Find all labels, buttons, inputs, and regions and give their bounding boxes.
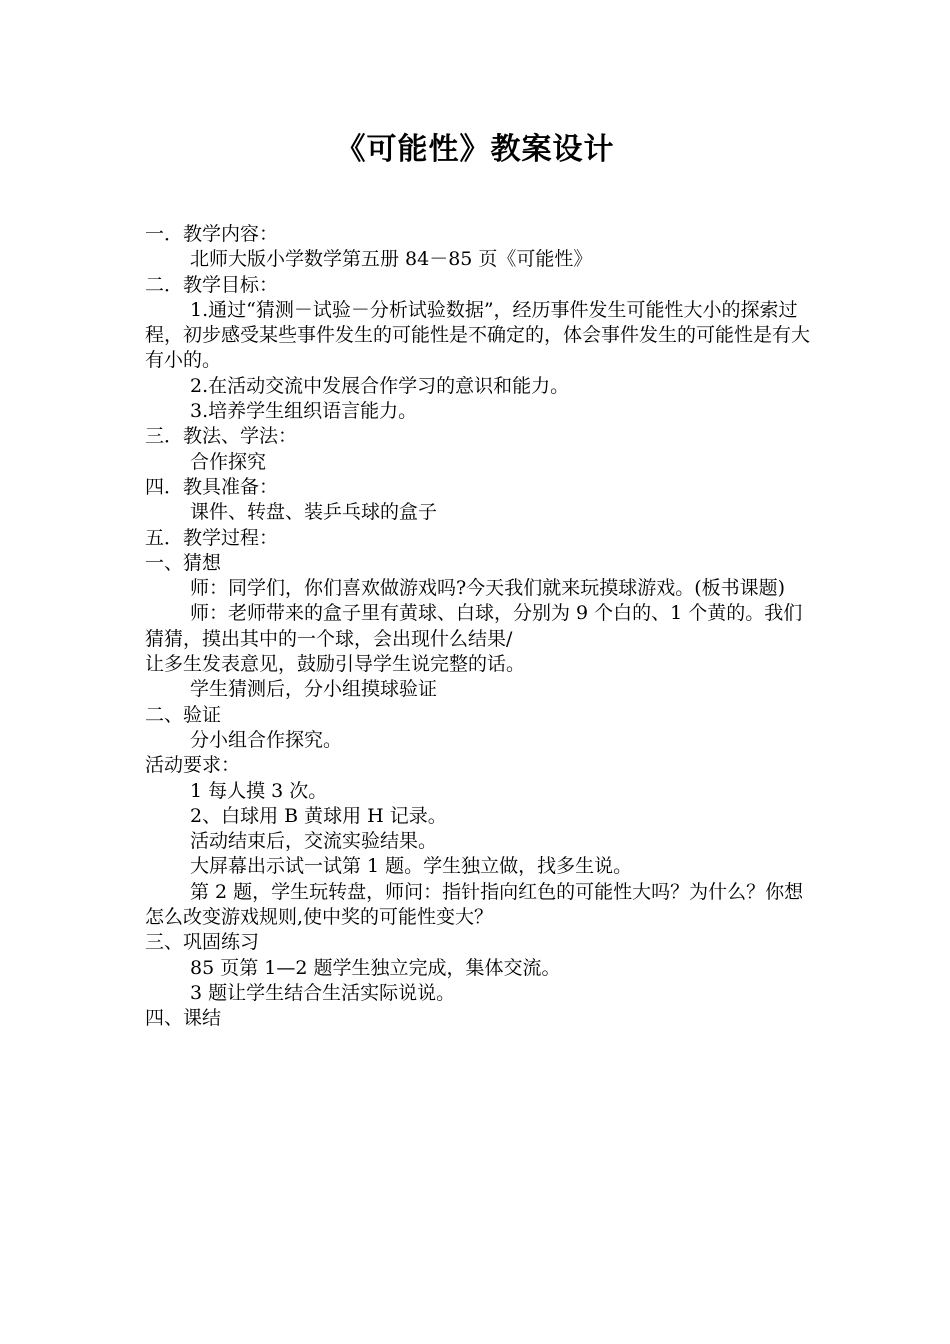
section-heading: 三．教法、学法： <box>145 425 298 448</box>
section-heading: 三、巩固练习 <box>145 931 260 954</box>
paragraph: 3 题让学生结合生活实际说说。 <box>190 981 456 1004</box>
paragraph: 师：同学们，你们喜欢做游戏吗?今天我们就来玩摸球游戏。(板书课题) <box>190 577 786 600</box>
paragraph: 合作探究 <box>190 450 267 473</box>
paragraph: 活动结束后，交流实验结果。 <box>190 830 438 853</box>
paragraph: 分小组合作探究。 <box>190 728 343 751</box>
paragraph: 1.通过“猜测－试验－分析试验数据”，经历事件发生可能性大小的探索过程，初步感受某些事件发生的可能性是不确定的，体会事件发生的可能性是有大有小的。 <box>145 298 811 372</box>
section-heading: 四、课结 <box>145 1007 222 1030</box>
section-heading: 二、验证 <box>145 703 222 726</box>
paragraph: 3.培养学生组织语言能力。 <box>190 400 418 423</box>
paragraph: 大屏幕出示试一试第 1 题。学生独立做，找多生说。 <box>190 855 633 878</box>
document-body <box>145 222 815 1032</box>
section-heading: 一．教学内容： <box>145 223 279 245</box>
paragraph: 北师大版小学数学第五册 84－85 页《可能性》 <box>190 248 593 271</box>
paragraph: 师：老师带来的盒子里有黄球、白球，分别为 9 个白的、1 个黄的。我们猜猜，摸出其中的一个球，会出现什么结果/ <box>145 602 803 650</box>
section-heading: 五．教学过程： <box>145 526 279 549</box>
paragraph: 课件、转盘、装乒乓球的盒子 <box>190 501 438 524</box>
section-heading: 一、猜想 <box>145 551 222 574</box>
paragraph: 85 页第 1—2 题学生独立完成，集体交流。 <box>190 956 561 979</box>
section-heading: 四．教具准备： <box>145 475 279 498</box>
paragraph: 2.在活动交流中发展合作学习的意识和能力。 <box>190 374 570 397</box>
paragraph: 活动要求： <box>145 754 241 777</box>
paragraph: 2、白球用 B 黄球用 H 记录。 <box>190 804 447 827</box>
section-heading: 二．教学目标： <box>145 273 279 296</box>
paragraph: 让多生发表意见，鼓励引导学生说完整的话。 <box>145 653 526 676</box>
paragraph: 1 每人摸 3 次。 <box>190 779 328 802</box>
paragraph: 第 2 题，学生玩转盘，师问：指针指向红色的可能性大吗？为什么？你想怎么改变游戏规则,使中奖的可能性变大？ <box>145 880 804 929</box>
document-title: 《可能性》教案设计 <box>335 132 615 167</box>
paragraph: 学生猜测后，分小组摸球验证 <box>190 678 438 701</box>
